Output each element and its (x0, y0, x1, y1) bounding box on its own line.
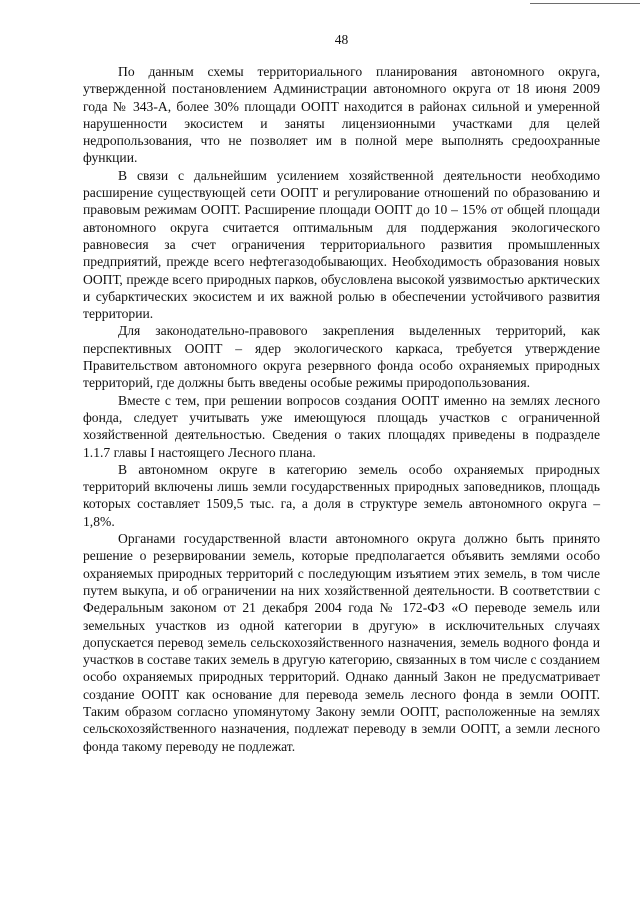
paragraph-5: В автономном округе в категорию земель особо охраняемых природных территорий включены лишь земли государственных природных заповедников, площадь которых составляет 1509,5 тыс. га, а доля в структуре земель автономного округа – 1,8%. (83, 461, 600, 529)
paragraph-1: По данным схемы территориального планирования автономного округа, утвержденной постановлением Администрации автономного округа от 18 июня 2009 года № 343-А, более 30% площади ООПТ находится в районах сильной и умеренной нарушенности экосистем и заняты лицензионными участками для целей недропользования, что не позволяет им в полной мере выполнять средоохранные функции. (83, 64, 600, 166)
paragraph-4: Вместе с тем, при решении вопросов создания ООПТ именно на землях лесного фонда, следует учитывать уже имеющуюся площадь участков с ограниченной хозяйственной деятельностью. Сведения о таких площадях приведены в подразделе 1.1.7 главы I настоящего Лесного плана. (83, 392, 600, 460)
page-number: 48 (334, 32, 349, 47)
paragraph-6: Органами государственной власти автономного округа должно быть принято решение о резервировании земель, которые предполагается объявить землями особо охраняемых природных территорий с последующим изъятием этих земель, в том числе путем выкупа, и об ограничении на них хозяйственной деятельности. В соответствии с Федеральным законом от 21 декабря 2004 года № 172-ФЗ «О переводе земель или земельных участков из одной категории в другую» в исключительных случаях допускается перевод земель сельскохозяйственного назначения, земель водного фонда и участков в составе таких земель в другую категорию, связанных в том числе с созданием особо охраняемых природных территорий. Однако данный Закон не предусматривает создание ООПТ как основание для перевода земель лесного фонда в земли ООПТ. Таким образом согласно упомянутому Закону земли ООПТ, расположенные на землях сельскохозяйственного назначения, подлежат переводу в земли ООПТ, а земли лесного фонда такому переводу не подлежат. (83, 531, 600, 754)
paragraph-2: В связи с дальнейшим усилением хозяйственной деятельности необходимо расширение существующей сети ООПТ и регулирование отношений по образованию и правовым режимам ООПТ. Расширение площади ООПТ до 10 – 15% от общей площади автономного округа считается оптимальным для поддержания экологического равновесия за счет ограничения территориального развития промышленных предприятий, прежде всего нефтегазодобывающих. Необходимость образования новых ООПТ, прежде всего природных парков, обусловлена высокой уязвимостью арктических и субарктических экосистем и их важной ролью в обеспечении устойчивого развития территории. (83, 167, 600, 322)
paragraph-3: Для законодательно-правового закрепления выделенных территорий, как перспективных ООПТ – ядер экологического каркаса, требуется утверждение Правительством автономного округа резервного фонда особо охраняемых природных территорий, где должны быть введены особые режимы природопользования. (83, 323, 600, 391)
top-edge-line (530, 3, 640, 4)
